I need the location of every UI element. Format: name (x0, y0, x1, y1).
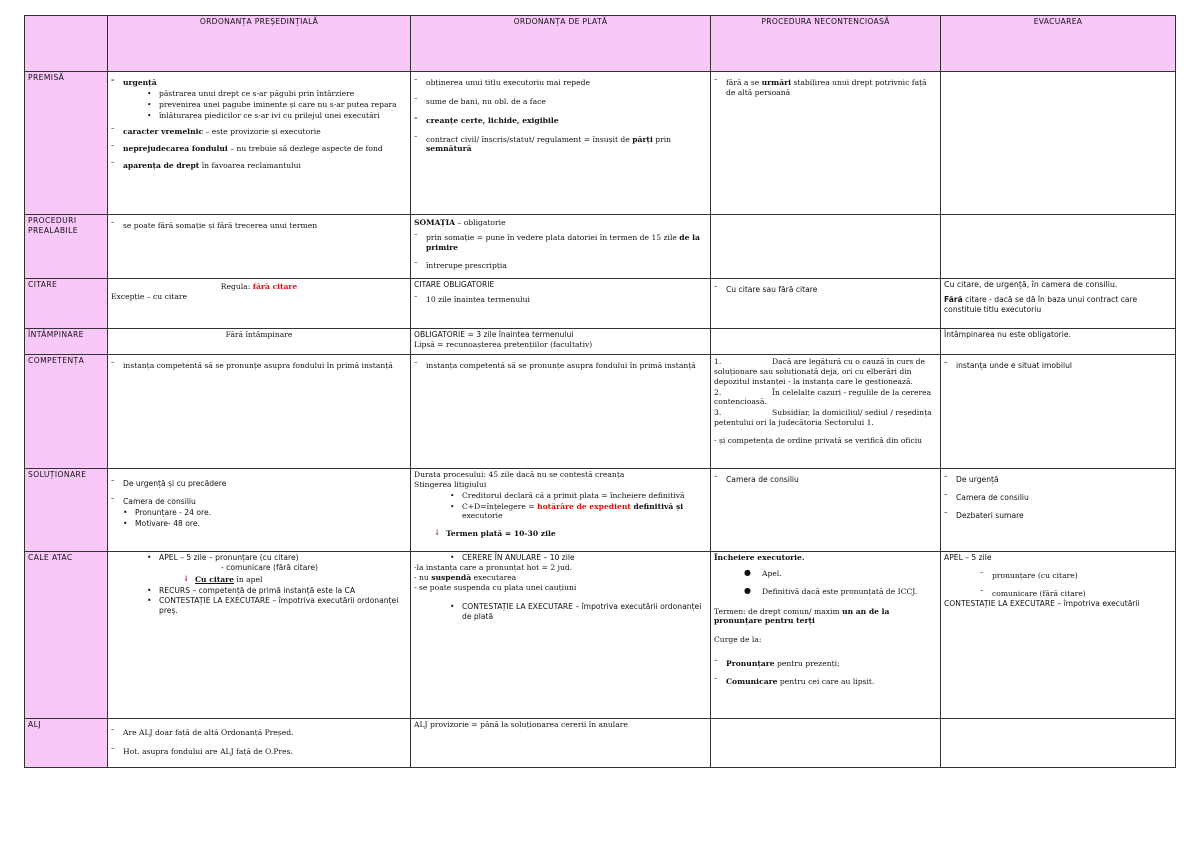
list-item: – aparența de drept în favoarea reclamantului (111, 161, 407, 171)
citare-regula: Regula: fără citare (220, 282, 298, 291)
row-citare (25, 279, 1176, 329)
cell-premisa-evacuarea (941, 72, 1176, 215)
list-item: 2. În celelalte cazuri - regulile de la cererea contencioasă. (714, 387, 932, 407)
somatia-title: SOMAȚIA – obligatorie (414, 218, 506, 227)
row-cale-atac (25, 552, 1176, 719)
list-item: – neprejudecarea fondului – nu trebuie să dezlege aspecte de fond (111, 144, 407, 154)
list-item: • înlăturarea piedicilor ce s-ar ivi cu prilejul unei executări (111, 111, 407, 121)
cell-alj-procedura-necontencioasa (711, 719, 941, 768)
cell-competenta-procedura-necontencioasa (711, 355, 941, 469)
list-item: • CONTESTAȚIE LA EXECUTARE – împotriva executării ordonanței de plată (414, 602, 707, 622)
comparison-table (24, 15, 1176, 768)
cell-proceduri-ordonanta-presedintiala (108, 215, 411, 279)
cale-atac-apel: APEL – 5 zile (944, 553, 992, 562)
cell-premisa-ordonanta-presedintiala (108, 72, 411, 215)
list-item: – 10 zile înaintea termenului (414, 295, 707, 305)
list-item: - se poate suspenda cu plata unei cauțiuni (414, 582, 577, 592)
intampinare-text: Fără întâmpinare (225, 330, 293, 339)
list-item: – Comunicare pentru cei care au lipsit. (714, 677, 937, 687)
list-item: ↓ Cu citare în apel (163, 575, 407, 585)
cell-competenta-evacuarea (941, 355, 1176, 469)
header-ordonanta-de-plata: ORDONANȚA DE PLATĂ (411, 16, 711, 72)
intampinare-lipsa: Lipsă = recunoașterea pretențiilor (facultativ) (414, 339, 593, 349)
list-item: • Creditorul declară că a primit plata = încheiere definitivă (414, 491, 707, 501)
list-item: – întrerupe prescripția (414, 261, 707, 271)
list-item: – De urgență (944, 475, 1172, 485)
list-item: • CONTESTAȚIE LA EXECUTARE – împotriva executării ordonanței preș. (111, 596, 407, 616)
cell-intampinare-evacuarea (941, 329, 1176, 355)
cell-cale-atac-ordonanta-de-plata (411, 552, 711, 719)
list-item: ● Apel. (714, 569, 937, 579)
list-item: – Dezbateri sumare (944, 511, 1172, 521)
list-item: – Camera de consiliu (111, 497, 407, 507)
list-item: – caracter vremelnic – este provizorie și executorie (111, 127, 407, 137)
cell-alj-ordonanta-presedintiala (108, 719, 411, 768)
list-item: • Motivare- 48 ore. (111, 519, 407, 529)
cale-atac-contestatie: CONTESTAȚIE LA EXECUTARE – împotriva executării (944, 598, 1140, 608)
cell-proceduri-ordonanta-de-plata (411, 215, 711, 279)
cell-competenta-ordonanta-presedintiala (108, 355, 411, 469)
cell-citare-procedura-necontencioasa (711, 279, 941, 329)
header-row (25, 16, 1176, 72)
list-item: – contract civil/ înscris/statut/ regulament = însușit de părți prin semnătură (414, 135, 707, 155)
cell-solutionare-ordonanta-presedintiala (108, 469, 411, 552)
header-corner (25, 16, 108, 72)
cell-intampinare-ordonanta-de-plata (411, 329, 711, 355)
list-item: - nu suspendă executarea (414, 572, 517, 582)
header-procedura-necontencioasa: PROCEDURA NECONTENCIOASĂ (711, 16, 941, 72)
row-label-alj: ALJ (25, 719, 108, 768)
row-label-cale-atac: CALE ATAC (25, 552, 108, 719)
row-label-citare: CITARE (25, 279, 108, 329)
cell-citare-evacuarea (941, 279, 1176, 329)
intampinare-obligatorie: OBLIGATORIE = 3 zile înaintea termenului (414, 330, 574, 339)
list-item: – prin somație = pune în vedere plata datoriei în termen de 15 zile de la primire (414, 233, 707, 253)
list-item: – Camera de consiliu (944, 493, 1172, 503)
cale-atac-curge: Curge de la: (714, 635, 762, 645)
list-item: • RECURS – competență de primă instanță este la CA (111, 586, 407, 596)
cell-solutionare-evacuarea (941, 469, 1176, 552)
row-competenta (25, 355, 1176, 469)
list-item: – creanțe certe, lichide, exigibile (414, 116, 707, 126)
cell-premisa-procedura-necontencioasa (711, 72, 941, 215)
row-label-intampinare: ÎNTÂMPINARE (25, 329, 108, 355)
cell-proceduri-procedura-necontencioasa (711, 215, 941, 279)
list-item: • prevenirea unei pagube iminente și care nu s-ar putea repara (111, 100, 407, 110)
citare-obligatorie: CITARE OBLIGATORIE (414, 280, 495, 289)
list-item: – instanța competentă să se pronunțe asupra fondului în primă instanță (414, 361, 707, 371)
cale-atac-termen: Termen: de drept comun/ maxim un an de la pronunțare pentru terți (714, 606, 890, 626)
cell-citare-ordonanta-de-plata (411, 279, 711, 329)
list-item: – Camera de consiliu (714, 475, 937, 485)
row-intampinare (25, 329, 1176, 355)
cell-cale-atac-evacuarea (941, 552, 1176, 719)
termen-plata: ↓ Termen plată = 10-30 zile (414, 529, 707, 539)
list-item: • C+D=înțelegere = hotărâre de expedient definitivă și executorie (414, 502, 707, 522)
list-item: – Pronunțare pentru prezenți; (714, 659, 937, 669)
list-item: – Hot. asupra fondului are ALJ față de O.Pres. (111, 747, 407, 757)
list-item: – obținerea unui titlu executoriu mai repede (414, 78, 707, 88)
alj-provizorie: ALJ provizorie = până la soluționarea cererii în anulare (414, 720, 628, 729)
cell-alj-ordonanta-de-plata (411, 719, 711, 768)
header-evacuarea: EVACUAREA (941, 16, 1176, 72)
cell-solutionare-ordonanta-de-plata (411, 469, 711, 552)
list-item: – Are ALJ doar față de altă Ordonanță Președ. (111, 728, 407, 738)
list-item: – sume de bani, nu obl. de a face (414, 97, 707, 107)
cell-premisa-ordonanta-de-plata (411, 72, 711, 215)
row-label-premisa: PREMISĂ (25, 72, 108, 215)
cell-intampinare-ordonanta-presedintiala (108, 329, 411, 355)
cell-cale-atac-procedura-necontencioasa (711, 552, 941, 719)
list-item: • Pronunțare - 24 ore. (111, 508, 407, 518)
row-proceduri-prealabile (25, 215, 1176, 279)
solutionare-durata: Durata procesului: 45 zile dacă nu se contestă creanța (414, 470, 625, 479)
list-item: • păstrarea unui drept ce s-ar păgubi prin întârziere (111, 89, 407, 99)
list-item: – pronunțare (cu citare) (980, 571, 1172, 581)
cell-citare-ordonanta-presedintiala (108, 279, 411, 329)
cale-atac-incheiere: Încheiere executorie. (714, 553, 805, 562)
list-item: • APEL – 5 zile – pronunțare (cu citare) (111, 553, 407, 563)
list-item: – se poate fără somație și fără trecerea unui termen (111, 221, 407, 231)
premisa-urgenta: – urgență (111, 78, 407, 88)
list-item: – instanța unde e situat imobilul (944, 361, 1172, 371)
cell-cale-atac-ordonanta-presedintiala (108, 552, 411, 719)
row-solutionare (25, 469, 1176, 552)
cell-solutionare-procedura-necontencioasa (711, 469, 941, 552)
list-item: 1. Dacă are legătură cu o cauză în curs de soluționare sau soluționată deja, ori cu elberări din depozitul instanței - la instanța care le gestionează. (714, 357, 926, 386)
list-item: 3. Subsidiar, la domiciliul/ sediul / reședința petentului ori la judecătoria Sectorului 1. (714, 408, 932, 428)
list-item: – Cu citare sau fără citare (714, 285, 937, 295)
row-label-solutionare: SOLUȚIONARE (25, 469, 108, 552)
row-label-competenta: COMPETENȚA (25, 355, 108, 469)
list-item: - comunicare (fără citare) (221, 562, 318, 572)
list-item: – De urgență și cu precădere (111, 479, 407, 489)
cell-alj-evacuarea (941, 719, 1176, 768)
solutionare-stingere: Stingerea litigiului (414, 479, 487, 489)
competenta-note: - și competența de ordine privată se verifică din oficiu (714, 436, 923, 446)
cell-competenta-ordonanta-de-plata (411, 355, 711, 469)
intampinare-evacuare: Întâmpinarea nu este obligatorie. (944, 330, 1072, 339)
row-label-proceduri: PROCEDURI PREALABILE (25, 215, 108, 279)
list-item: – fără a se urmări stabilirea unui drept potrivnic față de altă persoană (714, 78, 937, 98)
cell-intampinare-procedura-necontencioasa (711, 329, 941, 355)
header-ordonanta-presedintiala: ORDONANȚA PREȘEDINȚIALĂ (108, 16, 411, 72)
citare-evacuare-line2: Fără citare - dacă se dă în baza unui contract care constituie titlu executoriu (944, 295, 1138, 314)
list-item: – comunicare (fără citare) (980, 589, 1172, 599)
list-item: -la instanța care a pronunțat hot = 2 jud. (414, 562, 573, 572)
row-alj (25, 719, 1176, 768)
list-item: • CERERE ÎN ANULARE – 10 zile (414, 553, 707, 563)
row-premisa (25, 72, 1176, 215)
cell-proceduri-evacuarea (941, 215, 1176, 279)
citare-evacuare-line1: Cu citare, de urgență, în camera de consiliu. (944, 280, 1118, 289)
list-item: – instanța competentă să se pronunțe asupra fondului în primă instanță (111, 361, 407, 371)
list-item: ● Definitivă dacă este pronunțată de ICCJ. (714, 587, 937, 597)
citare-exceptie: Excepție – cu citare (111, 291, 187, 301)
